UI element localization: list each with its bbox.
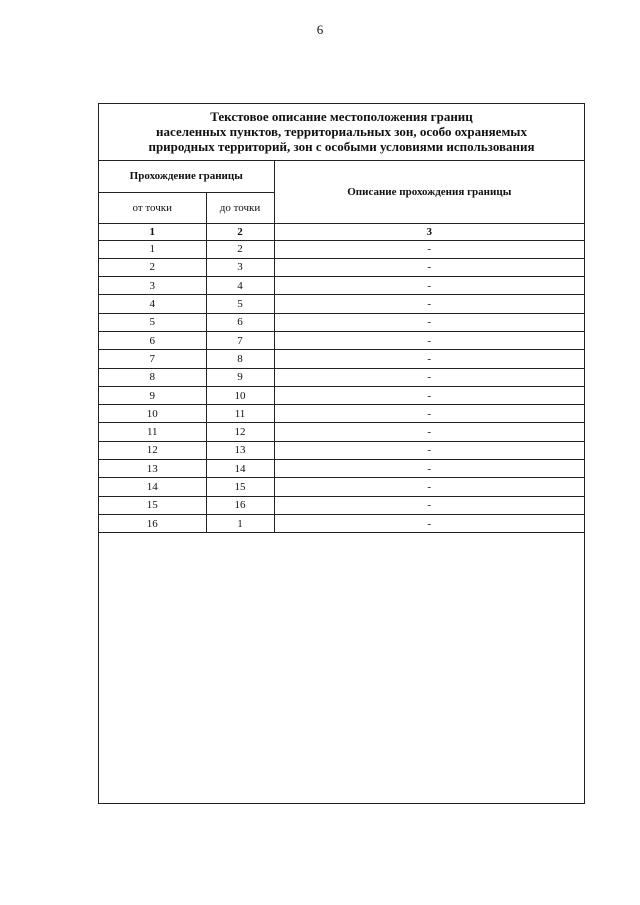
cell-to: 10 — [206, 386, 274, 404]
column-number: 3 — [274, 223, 584, 240]
table-row — [99, 277, 584, 295]
table-row — [99, 478, 584, 496]
page-number: 6 — [316, 22, 324, 37]
table-row — [99, 350, 584, 368]
header-from-point: от точки — [99, 192, 206, 223]
cell-to: 9 — [206, 368, 274, 386]
cell-desc: - — [274, 423, 584, 441]
cell-desc: - — [274, 240, 584, 258]
blank-area — [99, 533, 584, 801]
cell-from: 12 — [99, 441, 206, 459]
cell-from: 1 — [99, 240, 206, 258]
cell-to: 14 — [206, 460, 274, 478]
cell-from: 13 — [99, 460, 206, 478]
table-row — [99, 240, 584, 258]
cell-from: 10 — [99, 405, 206, 423]
table-row — [99, 295, 584, 313]
cell-desc: - — [274, 386, 584, 404]
cell-to: 1 — [206, 514, 274, 532]
cell-from: 5 — [99, 313, 206, 331]
column-number: 1 — [99, 223, 206, 240]
cell-from: 6 — [99, 331, 206, 349]
cell-to: 13 — [206, 441, 274, 459]
cell-to: 2 — [206, 240, 274, 258]
table-row — [99, 496, 584, 514]
cell-to: 7 — [206, 331, 274, 349]
cell-to: 12 — [206, 423, 274, 441]
title-line-2: населенных пунктов, территориальных зон, особо охраняемых — [156, 124, 527, 139]
cell-to: 16 — [206, 496, 274, 514]
cell-from: 15 — [99, 496, 206, 514]
cell-from: 14 — [99, 478, 206, 496]
cell-desc: - — [274, 460, 584, 478]
cell-desc: - — [274, 277, 584, 295]
cell-from: 2 — [99, 258, 206, 276]
cell-from: 9 — [99, 386, 206, 404]
document-title — [99, 104, 584, 161]
title-line-1: Текстовое описание местоположения границ — [210, 109, 473, 124]
cell-from: 3 — [99, 277, 206, 295]
cell-desc: - — [274, 405, 584, 423]
table-row — [99, 313, 584, 331]
cell-to: 6 — [206, 313, 274, 331]
header-to-point: до точки — [206, 192, 274, 223]
cell-from: 4 — [99, 295, 206, 313]
table-row — [99, 405, 584, 423]
table-row — [99, 441, 584, 459]
cell-from: 7 — [99, 350, 206, 368]
cell-desc: - — [274, 514, 584, 532]
cell-to: 4 — [206, 277, 274, 295]
cell-from: 11 — [99, 423, 206, 441]
cell-desc: - — [274, 295, 584, 313]
table-row — [99, 514, 584, 532]
column-number: 2 — [206, 223, 274, 240]
cell-from: 8 — [99, 368, 206, 386]
cell-to: 8 — [206, 350, 274, 368]
cell-desc: - — [274, 331, 584, 349]
cell-desc: - — [274, 350, 584, 368]
boundary-table — [99, 161, 584, 533]
table-row — [99, 368, 584, 386]
cell-desc: - — [274, 478, 584, 496]
table-row — [99, 460, 584, 478]
title-line-3: природных территорий, зон с особыми условиями использования — [148, 139, 535, 154]
cell-desc: - — [274, 313, 584, 331]
header-boundary-passage: Прохождение границы — [99, 161, 274, 192]
cell-from: 16 — [99, 514, 206, 532]
cell-to: 15 — [206, 478, 274, 496]
cell-desc: - — [274, 441, 584, 459]
cell-to: 3 — [206, 258, 274, 276]
cell-desc: - — [274, 496, 584, 514]
table-row — [99, 386, 584, 404]
table-row — [99, 423, 584, 441]
table-row — [99, 331, 584, 349]
cell-to: 11 — [206, 405, 274, 423]
cell-desc: - — [274, 258, 584, 276]
document-frame — [98, 103, 585, 804]
cell-desc: - — [274, 368, 584, 386]
header-description: Описание прохождения границы — [274, 161, 584, 223]
table-row — [99, 258, 584, 276]
cell-to: 5 — [206, 295, 274, 313]
